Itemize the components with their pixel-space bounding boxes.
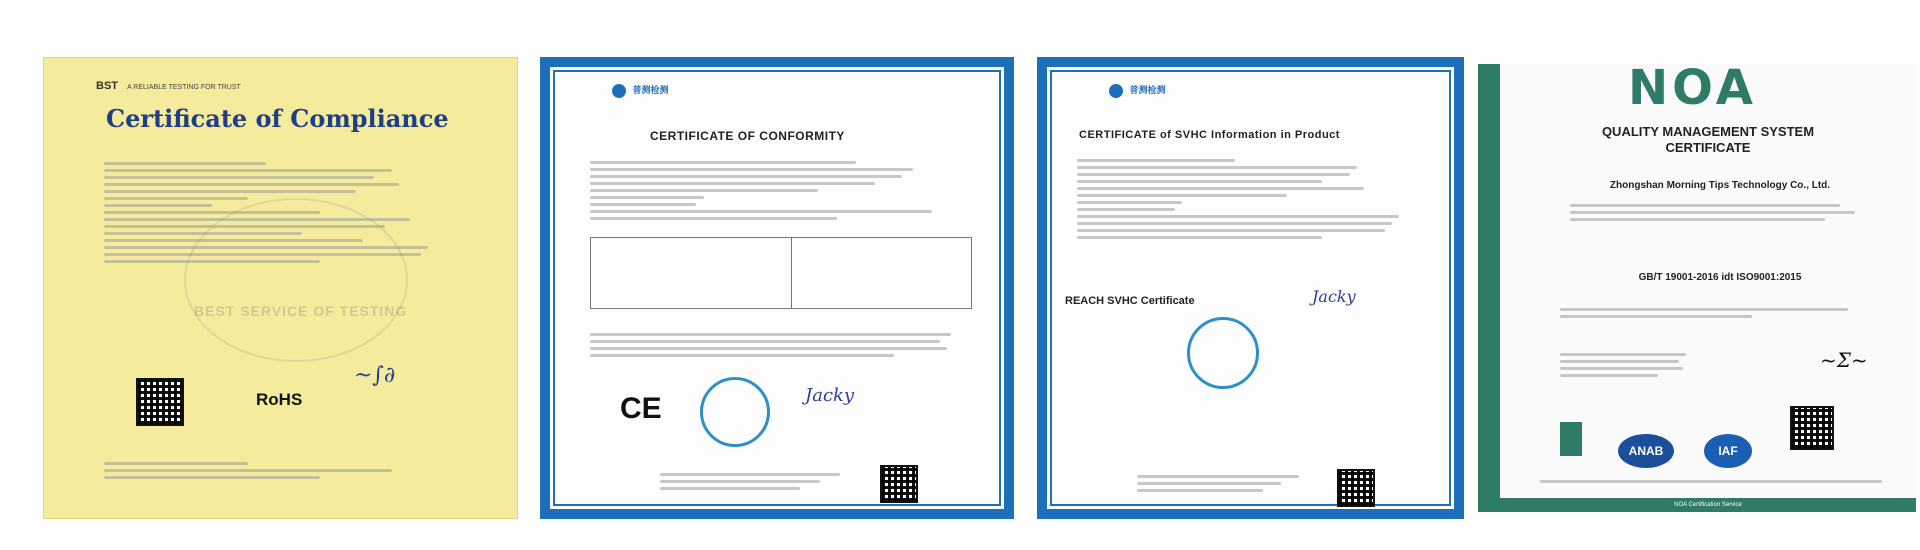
noa-logo: NOA: [1628, 64, 1757, 116]
bst-logo-text: BST: [96, 80, 118, 92]
certificate-title: [1578, 124, 1838, 156]
accreditation-mark-icon: [1560, 422, 1582, 456]
certificate-statement-text: [590, 329, 970, 361]
signature-icon: ~∫∂: [354, 363, 396, 388]
qr-code-icon: [880, 465, 918, 503]
qr-code-icon: [1337, 469, 1375, 507]
official-seal-icon: [1187, 317, 1259, 389]
certificate-body-text: [590, 157, 970, 224]
standards-table: [590, 237, 972, 309]
prc-logo-icon: [1109, 84, 1123, 98]
qr-code-icon: [136, 378, 184, 426]
prc-logo-icon: [612, 84, 626, 98]
certificate-footer-text: [1540, 476, 1900, 487]
certificate-svhc-information: [1037, 57, 1464, 519]
certificate-footer-text: [104, 458, 464, 483]
certificate-bst-compliance: [43, 57, 518, 519]
scope-text: [1560, 304, 1880, 322]
iso-standard: GB/T 19001-2016 idt ISO9001:2015: [1638, 272, 1802, 283]
certificate-title: CERTIFICATE of SVHC Information in Product: [1079, 129, 1340, 141]
company-name: Zhongshan Morning Tips Technology Co., Ltd.: [1609, 180, 1831, 191]
certificate-title: Certificate of Compliance: [106, 104, 449, 133]
certificate-details-text: [1560, 349, 1700, 381]
iaf-badge: IAF: [1704, 434, 1752, 468]
certificate-body-text: [1077, 155, 1427, 243]
prc-logo: [612, 83, 669, 98]
prc-logo-text: 普测检测: [1129, 85, 1166, 95]
title-line-2: CERTIFICATE: [1665, 140, 1751, 155]
certificate-footer-text: [660, 469, 860, 494]
title-line-1: QUALITY MANAGEMENT SYSTEM: [1601, 124, 1815, 139]
watermark-text: BEST SERVICE OF TESTING: [194, 303, 408, 319]
rohs-mark: RoHS: [256, 390, 303, 409]
certificate-body-text: [104, 158, 464, 267]
ce-mark: CE: [620, 392, 662, 425]
signature-icon: ~Ʃ~: [1820, 348, 1868, 372]
prc-logo-text: 普测检测: [632, 85, 669, 95]
bst-tagline: A RELIABLE TESTING FOR TRUST: [127, 84, 241, 91]
signature-icon: Jacky: [805, 385, 855, 406]
noa-footer-bar: NOA Certification Service: [1500, 498, 1916, 512]
anab-badge: ANAB: [1618, 434, 1674, 468]
qr-code-icon: [1790, 406, 1834, 450]
reach-subtitle: REACH SVHC Certificate: [1065, 295, 1195, 307]
certificate-footer-text: [1137, 471, 1317, 496]
certificate-ce-conformity: [540, 57, 1014, 519]
official-seal-icon: [700, 377, 770, 447]
certificate-noa-qms: [1478, 64, 1916, 512]
company-address-text: [1570, 200, 1870, 225]
prc-logo: [1109, 83, 1166, 98]
certificate-title: CERTIFICATE OF CONFORMITY: [650, 129, 845, 143]
signature-icon: Jacky: [1312, 287, 1356, 306]
bst-brand: [96, 80, 241, 92]
